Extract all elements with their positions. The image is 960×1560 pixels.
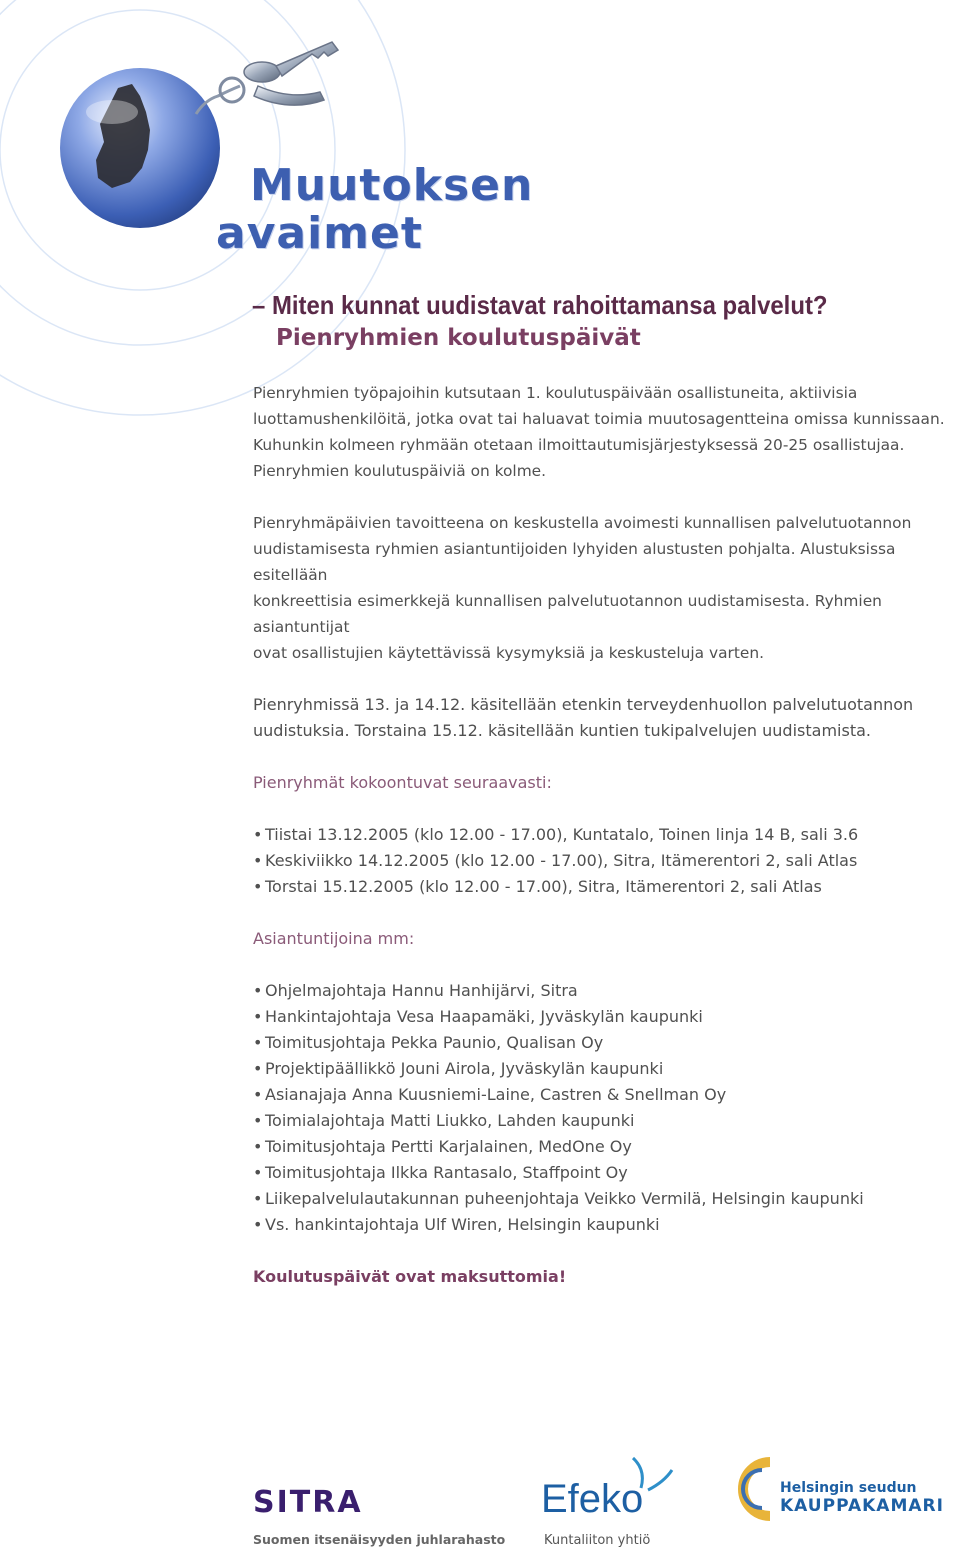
efeko-tagline: Kuntaliiton yhtiö	[544, 1533, 651, 1548]
main-content	[253, 380, 958, 1316]
schedule-item: Tiistai 13.12.2005 (klo 12.00 - 17.00), Kuntatalo, Toinen linja 14 B, sali 3.6	[265, 825, 859, 844]
text-line: ovat osallistujien käytettävissä kysymyksiä ja keskusteluja varten.	[253, 644, 765, 662]
text-line: Pienryhmien työpajoihin kutsutaan 1. koulutuspäivään osallistuneita, aktiivisia	[253, 384, 858, 402]
list-item	[253, 874, 958, 900]
experts-heading: Asiantuntijoina mm:	[253, 929, 415, 948]
expert-item: Toimialajohtaja Matti Liukko, Lahden kaupunki	[265, 1111, 635, 1130]
list-item	[253, 1056, 958, 1082]
bullet-icon: •	[253, 1137, 263, 1156]
text-line: Kuhunkin kolmeen ryhmään otetaan ilmoittautumisjärjestyksessä 20-25 osallistujaa.	[253, 436, 905, 454]
schedule-heading: Pienryhmät kokoontuvat seuraavasti:	[253, 773, 552, 792]
bullet-icon: •	[253, 851, 263, 870]
free-of-charge-note: Koulutuspäivät ovat maksuttomia!	[253, 1267, 567, 1286]
list-item	[253, 1134, 958, 1160]
kauppakamari-logo-line2: KAUPPAKAMARI	[780, 1496, 944, 1516]
schedule-item: Torstai 15.12.2005 (klo 12.00 - 17.00), Sitra, Itämerentori 2, sali Atlas	[265, 877, 822, 896]
expert-item: Toimitusjohtaja Pertti Karjalainen, MedOne Oy	[265, 1137, 632, 1156]
expert-item: Asianajaja Anna Kuusniemi-Laine, Castren & Snellman Oy	[265, 1085, 727, 1104]
list-item	[253, 1082, 958, 1108]
globe-finland-icon	[60, 68, 220, 228]
list-item	[253, 1004, 958, 1030]
text-line: Pienryhmien koulutuspäiviä on kolme.	[253, 462, 547, 480]
bullet-icon: •	[253, 1007, 263, 1026]
text-line: luottamushenkilöitä, jotka ovat tai haluavat toimia muutosagentteina omissa kunnissaan.	[253, 410, 945, 428]
text-line: uudistamisesta ryhmien asiantuntijoiden lyhyiden alustusten pohjalta. Alustuksissa esitellään	[253, 540, 896, 584]
bullet-icon: •	[253, 1189, 263, 1208]
list-item	[253, 1160, 958, 1186]
bullet-icon: •	[253, 1215, 263, 1234]
efeko-logo: Efeko	[541, 1477, 644, 1521]
list-item	[253, 1108, 958, 1134]
key-icon	[196, 42, 338, 114]
bullet-icon: •	[253, 1085, 263, 1104]
logo-title-line2: avaimet	[216, 208, 423, 259]
expert-item: Hankintajohtaja Vesa Haapamäki, Jyväskylän kaupunki	[265, 1007, 703, 1026]
list-item	[253, 1030, 958, 1056]
sitra-tagline: Suomen itsenäisyyden juhlarahasto	[253, 1532, 506, 1547]
bullet-icon: •	[253, 877, 263, 896]
experts-list	[253, 978, 958, 1238]
text-line: konkreettisia esimerkkejä kunnallisen palvelutuotannon uudistamisesta. Ryhmien asiantuntijat	[253, 592, 882, 636]
kauppakamari-emblem-icon	[743, 1462, 770, 1516]
bullet-icon: •	[253, 1111, 263, 1130]
page-title: – Miten kunnat uudistavat rahoittamansa palvelut?	[252, 290, 828, 320]
bullet-icon: •	[253, 1033, 263, 1052]
expert-item: Liikepalvelulautakunnan puheenjohtaja Veikko Vermilä, Helsingin kaupunki	[265, 1189, 864, 1208]
list-item	[253, 822, 958, 848]
sitra-logo: SITRA	[253, 1485, 363, 1520]
expert-item: Vs. hankintajohtaja Ulf Wiren, Helsingin kaupunki	[265, 1215, 660, 1234]
goals-paragraph	[253, 510, 958, 666]
list-item	[253, 978, 958, 1004]
expert-item: Ohjelmajohtaja Hannu Hanhijärvi, Sitra	[265, 981, 578, 1000]
text-line: Pienryhmäpäivien tavoitteena on keskustella avoimesti kunnallisen palvelutuotannon	[253, 514, 912, 532]
bullet-icon: •	[253, 1059, 263, 1078]
text-line: uudistuksia. Torstaina 15.12. käsitellään kuntien tukipalvelujen uudistamista.	[253, 721, 871, 740]
list-item	[253, 1186, 958, 1212]
topics-paragraph	[253, 692, 958, 744]
schedule-list	[253, 822, 958, 900]
schedule-item: Keskiviikko 14.12.2005 (klo 12.00 - 17.00), Sitra, Itämerentori 2, sali Atlas	[265, 851, 858, 870]
expert-item: Projektipäällikkö Jouni Airola, Jyväskylän kaupunki	[265, 1059, 664, 1078]
intro-paragraph	[253, 380, 958, 484]
page-subtitle: Pienryhmien koulutuspäivät	[276, 325, 641, 351]
expert-item: Toimitusjohtaja Ilkka Rantasalo, Staffpoint Oy	[265, 1163, 628, 1182]
bullet-icon: •	[253, 981, 263, 1000]
list-item	[253, 848, 958, 874]
text-line: Pienryhmissä 13. ja 14.12. käsitellään etenkin terveydenhuollon palvelutuotannon	[253, 695, 914, 714]
kauppakamari-logo-line1: Helsingin seudun	[780, 1480, 917, 1496]
bullet-icon: •	[253, 825, 263, 844]
logo-title-line1: Muutoksen	[250, 160, 534, 211]
bullet-icon: •	[253, 1163, 263, 1182]
list-item	[253, 1212, 958, 1238]
expert-item: Toimitusjohtaja Pekka Paunio, Qualisan Oy	[265, 1033, 604, 1052]
